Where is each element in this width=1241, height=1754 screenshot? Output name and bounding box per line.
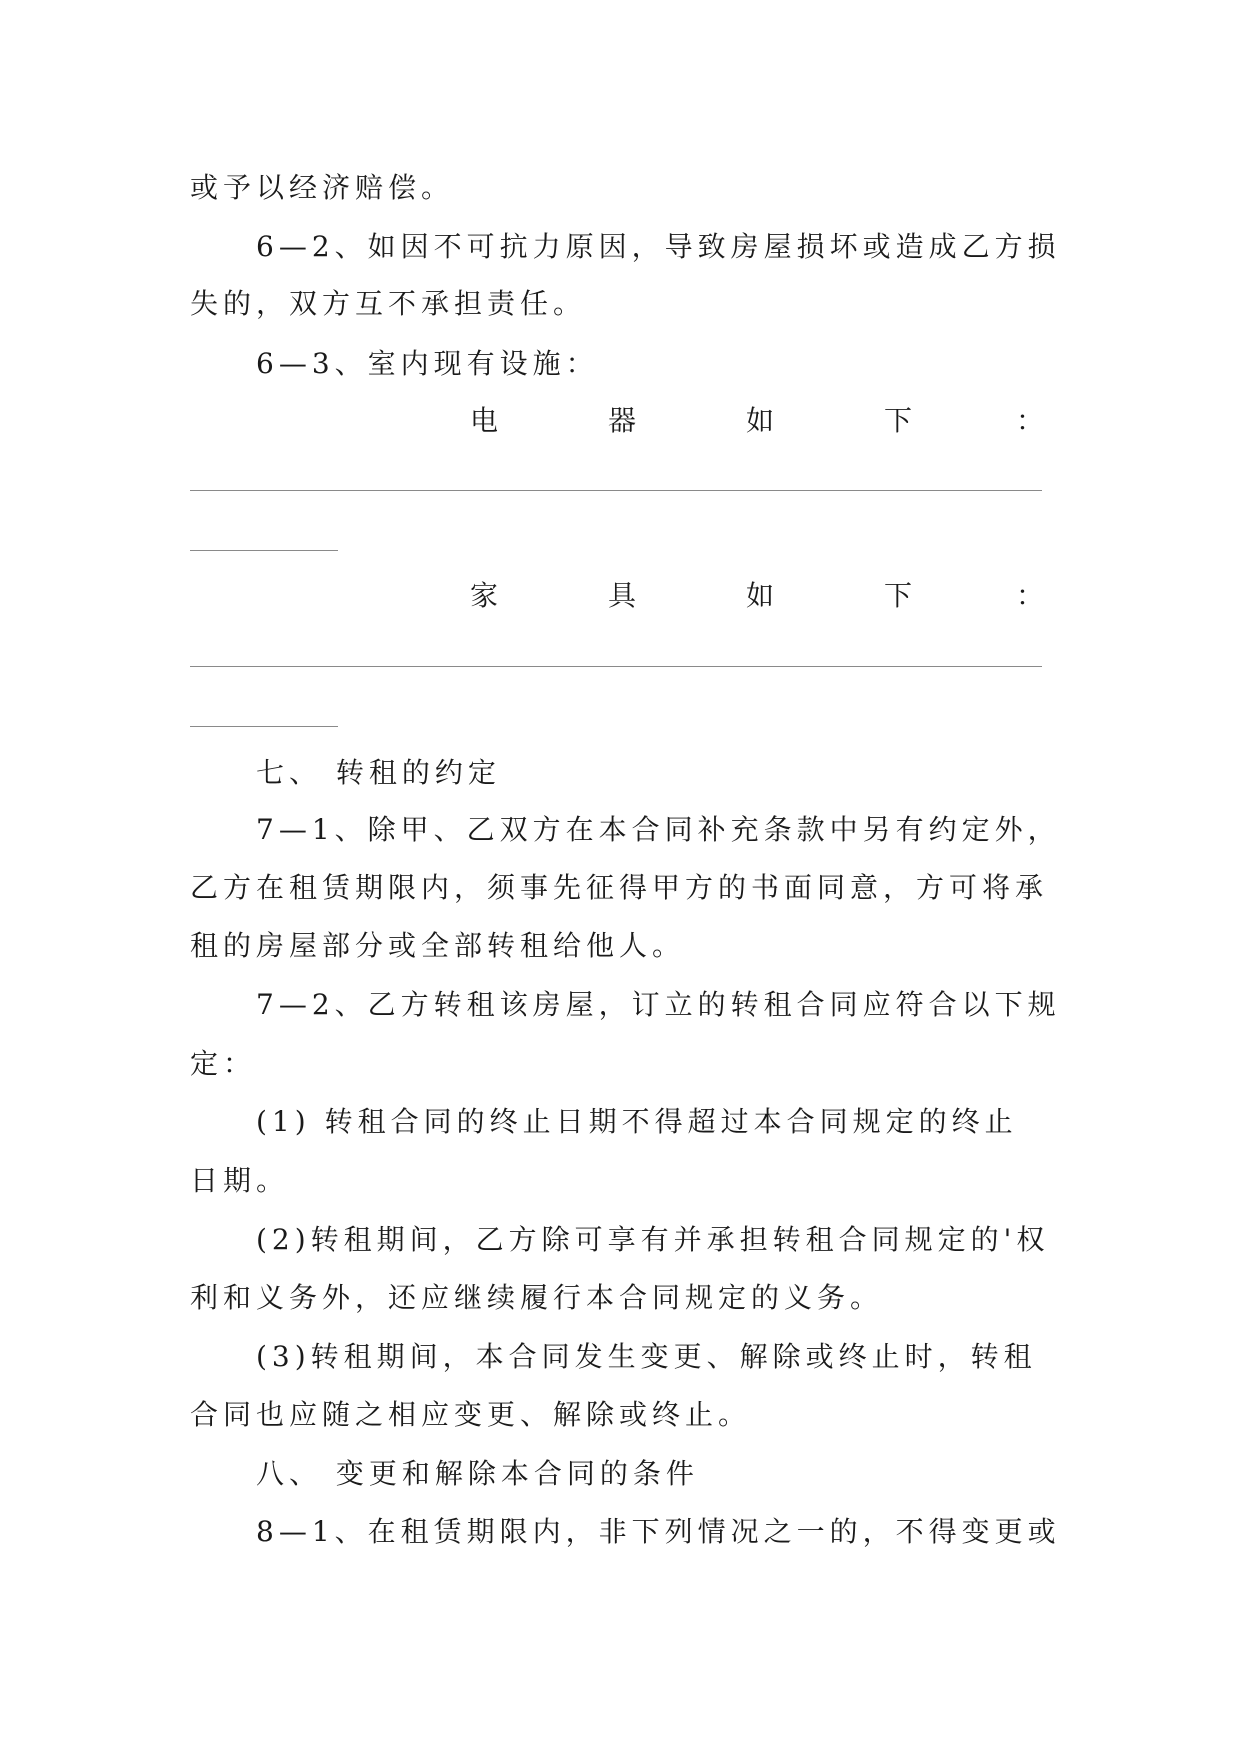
fill-in-blank-line <box>190 666 1042 667</box>
text-line: (2)转租期间，乙方除可享有并承担转租合同规定的'权 <box>256 1223 1050 1256</box>
section-heading: 七、 转租的约定 <box>256 756 501 789</box>
furniture-char: 家 <box>470 579 499 612</box>
appliances-char: 器 <box>608 404 637 437</box>
text-line: 利和义务外，还应继续履行本合同规定的义务。 <box>190 1281 884 1314</box>
furniture-char: ： <box>1016 579 1045 612</box>
fill-in-blank-line <box>190 490 1042 491</box>
text-line: 租的房屋部分或全部转租给他人。 <box>190 929 686 962</box>
text-line: 日期。 <box>190 1164 290 1197</box>
text-line: 7—2、乙方转租该房屋，订立的转租合同应符合以下规 <box>256 988 1061 1021</box>
text-line: 失的，双方互不承担责任。 <box>190 287 587 320</box>
appliances-char: 下 <box>884 404 913 437</box>
text-line: (3)转租期间，本合同发生变更、解除或终止时，转租 <box>256 1340 1037 1373</box>
fill-in-blank-line <box>190 726 338 727</box>
furniture-char: 如 <box>746 579 775 612</box>
furniture-char: 下 <box>884 579 913 612</box>
appliances-char: ： <box>1016 404 1045 437</box>
fill-in-blank-line <box>190 550 338 551</box>
appliances-char: 如 <box>746 404 775 437</box>
section-heading: 八、 变更和解除本合同的条件 <box>256 1457 699 1490</box>
appliances-char: 电 <box>470 404 499 437</box>
text-line: (1) 转租合同的终止日期不得超过本合同规定的终止 <box>256 1105 1018 1138</box>
text-line: 6—3、室内现有设施： <box>256 347 599 380</box>
text-line: 7—1、除甲、乙双方在本合同补充条款中另有约定外， <box>256 813 1061 846</box>
text-line: 8—1、在租赁期限内，非下列情况之一的，不得变更或 <box>256 1515 1061 1548</box>
text-line: 合同也应随之相应变更、解除或终止。 <box>190 1398 752 1431</box>
furniture-char: 具 <box>608 579 637 612</box>
text-line: 6—2、如因不可抗力原因，导致房屋损坏或造成乙方损 <box>256 230 1061 263</box>
text-line: 定： <box>190 1047 257 1080</box>
text-line: 或予以经济赔偿。 <box>190 171 455 204</box>
text-line: 乙方在租赁期限内，须事先征得甲方的书面同意，方可将承 <box>190 871 1049 904</box>
